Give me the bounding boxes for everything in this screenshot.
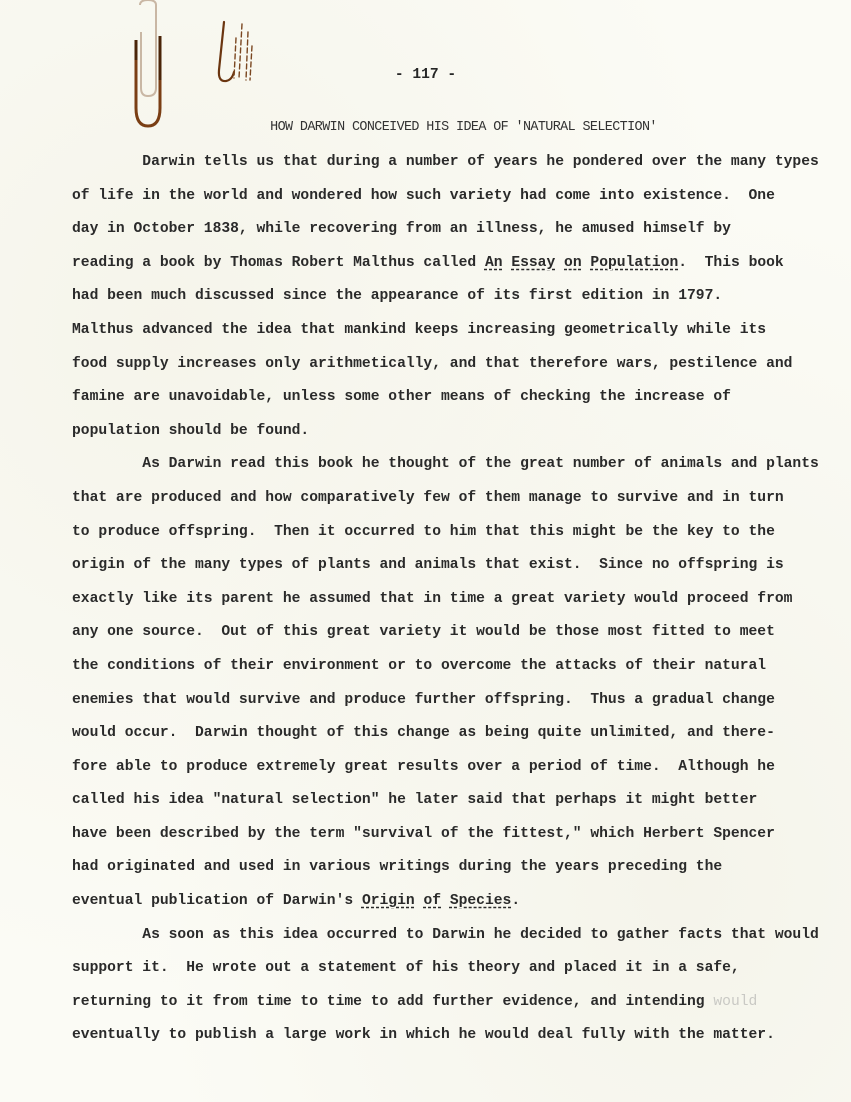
text-run: reading a book by Thomas Robert Malthus called bbox=[72, 254, 485, 271]
text-run: famine are unavoidable, unless some other means of checking the increase of bbox=[72, 389, 731, 406]
text-line bbox=[72, 319, 792, 353]
text-line bbox=[72, 218, 792, 252]
text-line bbox=[72, 521, 792, 555]
text-line bbox=[72, 789, 792, 823]
text-run: Darwin tells us that during a number of years he pondered over the many types bbox=[72, 154, 819, 170]
text-line bbox=[72, 252, 792, 286]
text-run: that are produced and how comparatively few of them manage to survive and in turn bbox=[72, 489, 784, 506]
faded-erased-word: would bbox=[713, 993, 758, 1010]
paragraph bbox=[72, 151, 819, 453]
text-run: any one source. Out of this great variety it would be those most fitted to meet bbox=[72, 624, 775, 641]
text-line bbox=[72, 151, 819, 185]
text-line bbox=[72, 420, 792, 454]
text-line bbox=[72, 856, 792, 890]
page-number: - 117 - bbox=[394, 67, 457, 83]
underlined-title-word: Population bbox=[590, 254, 679, 271]
text-line bbox=[72, 554, 792, 588]
underlined-title-word: Origin bbox=[361, 893, 415, 910]
text-run: population should be found. bbox=[72, 422, 310, 439]
text-run: would occur. Darwin thought of this change as being quite unlimited, and there- bbox=[72, 725, 775, 742]
text-run: support it. He wrote out a statement of his theory and placed it in a safe, bbox=[72, 960, 740, 977]
text-run: have been described by the term "survival of the fittest," which Herbert Spencer bbox=[72, 825, 775, 842]
text-run: . This book bbox=[678, 254, 784, 271]
text-run bbox=[555, 255, 564, 271]
text-run: had originated and used in various writings during the years preceding the bbox=[72, 859, 723, 876]
text-line bbox=[72, 353, 792, 387]
text-line bbox=[72, 655, 792, 689]
text-run bbox=[441, 893, 450, 909]
underlined-title-word: An bbox=[484, 254, 503, 271]
text-run: of life in the world and wondered how such variety had come into existence. One bbox=[72, 187, 775, 204]
text-run: enemies that would survive and produce further offspring. Thus a gradual change bbox=[72, 691, 775, 708]
text-line bbox=[72, 185, 792, 219]
text-run: food supply increases only arithmetically, and that therefore wars, pestilence and bbox=[72, 355, 793, 372]
text-line bbox=[72, 1024, 792, 1058]
text-run: eventual publication of Darwin's bbox=[72, 893, 362, 910]
text-run: As soon as this idea occurred to Darwin he decided to gather facts that would bbox=[72, 926, 819, 943]
paragraph bbox=[72, 453, 819, 923]
text-run: exactly like its parent he assumed that in time a great variety would proceed from bbox=[72, 590, 793, 607]
text-line bbox=[72, 487, 792, 521]
text-run: to produce offspring. Then it occurred to him that this might be the key to the bbox=[72, 523, 775, 540]
underlined-title-word: Essay bbox=[511, 254, 556, 271]
text-run: the conditions of their environment or to overcome the attacks of their natural bbox=[72, 657, 767, 674]
text-run bbox=[503, 255, 512, 271]
text-run: returning to it from time to time to add further evidence, and intending bbox=[72, 993, 714, 1010]
text-line bbox=[72, 991, 792, 1025]
text-run: . bbox=[511, 893, 521, 910]
text-run: had been much discussed since the appearance of its first edition in 1797. bbox=[72, 288, 723, 305]
text-run: day in October 1838, while recovering from an illness, he amused himself by bbox=[72, 221, 731, 238]
document-title bbox=[0, 120, 851, 135]
text-line bbox=[72, 386, 792, 420]
text-run: called his idea "natural selection" he later said that perhaps it might better bbox=[72, 792, 758, 809]
paper-clip-icon bbox=[128, 0, 164, 130]
title-text: HOW DARWIN CONCEIVED HIS IDEA OF 'NATURAL SELECTION' bbox=[270, 120, 657, 135]
text-line bbox=[72, 689, 792, 723]
text-run: origin of the many types of plants and animals that exist. Since no offspring is bbox=[72, 557, 784, 574]
document-body bbox=[72, 151, 819, 1058]
text-line bbox=[72, 453, 819, 487]
underlined-title-word: on bbox=[564, 254, 582, 271]
text-line bbox=[72, 285, 792, 319]
text-line bbox=[72, 890, 792, 924]
text-line bbox=[72, 722, 792, 756]
text-run: As Darwin read this book he thought of the great number of animals and plants bbox=[72, 456, 819, 473]
paragraph bbox=[72, 924, 819, 1058]
text-line bbox=[72, 924, 819, 958]
text-line bbox=[72, 756, 792, 790]
text-line bbox=[72, 823, 792, 857]
text-line bbox=[72, 957, 792, 991]
underlined-title-word: Species bbox=[449, 893, 512, 910]
text-run: Malthus advanced the idea that mankind keeps increasing geometrically while its bbox=[72, 321, 767, 338]
text-line bbox=[72, 621, 792, 655]
underlined-title-word: of bbox=[423, 893, 442, 910]
text-run: eventually to publish a large work in which he would deal fully with the matter. bbox=[72, 1027, 775, 1044]
text-line bbox=[72, 588, 792, 622]
text-run: fore able to produce extremely great results over a period of time. Although he bbox=[72, 758, 775, 775]
